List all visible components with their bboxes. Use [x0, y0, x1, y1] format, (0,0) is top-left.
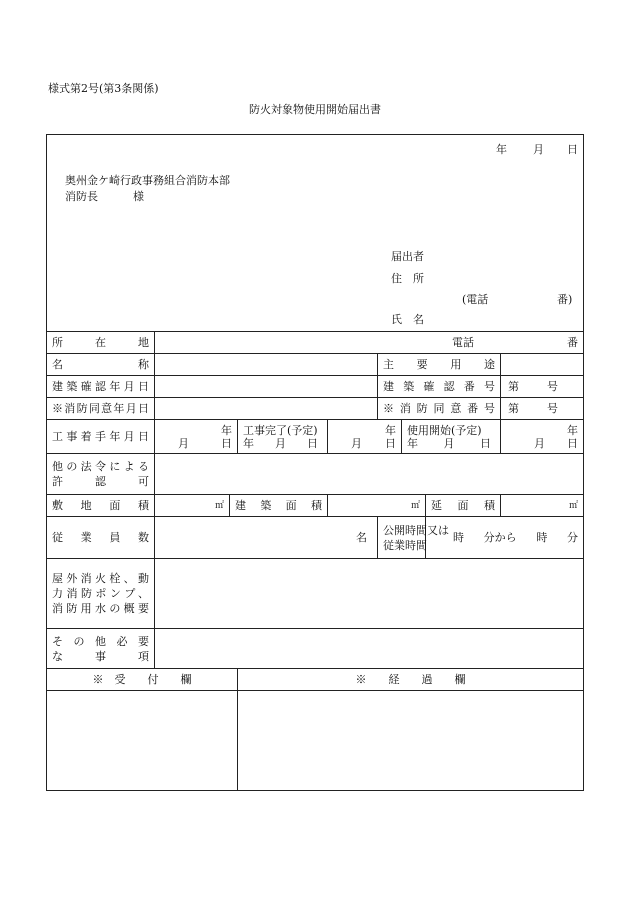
site-area-label: 敷地面積: [47, 495, 155, 517]
construction-complete-month-2: 月: [351, 436, 362, 450]
construction-complete-day-2: 日: [385, 436, 396, 450]
form-code: 様式第2号(第3条関係): [48, 82, 159, 95]
use-start-day-2: 日: [567, 436, 579, 450]
use-start-block: [402, 420, 501, 454]
hydrant-value: [155, 559, 584, 629]
fire-consent-date-label: ※消防同意年月日: [47, 398, 155, 420]
construction-complete-block: [238, 420, 328, 454]
construction-start-year: 年: [221, 423, 232, 437]
use-start-day: 日: [480, 436, 491, 450]
name-value: [155, 354, 378, 376]
construction-complete-year-2: 年: [385, 423, 396, 437]
hours-fun: 分: [567, 531, 579, 544]
location-value: [155, 332, 584, 354]
building-area-label: 建築面積: [230, 495, 328, 517]
construction-complete-date: [328, 420, 402, 454]
building-area-value: [328, 495, 426, 517]
address-block: [47, 135, 584, 332]
use-start-month: 月: [443, 436, 455, 450]
use-start-year-2: 年: [567, 423, 579, 437]
other-matters-label-line2: な事項: [52, 649, 149, 663]
location-phone-ban: 番: [567, 336, 579, 349]
other-matters-value: [155, 629, 584, 669]
construction-complete-day: 日: [307, 436, 318, 450]
hours-fun-kara: 分から: [483, 531, 517, 544]
date-day: 日: [567, 143, 578, 156]
building-confirm-date-label: 建築確認年月日: [47, 376, 155, 398]
other-law-label-line2: 許認可: [52, 475, 149, 488]
location-phone-label: 電話: [452, 336, 474, 349]
progress-box: [238, 691, 584, 791]
fire-consent-date-value: [155, 398, 378, 420]
fire-consent-number-label: ※消防同意番号: [378, 398, 501, 420]
employees-label: 従業員数: [47, 517, 155, 559]
construction-start-date: [155, 420, 238, 454]
floor-area-label: 延面積: [426, 495, 501, 517]
hydrant-label: [47, 559, 155, 629]
building-confirm-dai: 第: [508, 380, 519, 393]
fire-consent-dai: 第: [508, 402, 519, 415]
hydrant-label-line3: 消防用水の概要: [52, 602, 149, 615]
phone-label-open: (電話: [462, 293, 489, 306]
other-matters-label: [47, 629, 155, 669]
recipient-title: 消防長: [65, 190, 98, 203]
address-label: 住 所: [391, 272, 424, 285]
hours-label: [378, 517, 449, 559]
reception-header: ※ 受 付 欄: [47, 669, 238, 691]
hours-label-line2: 従業時間: [383, 538, 427, 552]
recipient-honorific: 様: [133, 190, 144, 203]
hydrant-label-line2: 力消防ポンプ、: [52, 587, 149, 600]
site-area-value: [155, 495, 230, 517]
main-use-label: 主要用途: [378, 354, 501, 376]
name-label: 氏 名: [391, 313, 424, 326]
location-label: 所在地: [47, 332, 155, 354]
main-use-value: [501, 354, 584, 376]
reception-box: [47, 691, 238, 791]
notification-form: [46, 134, 584, 791]
document-title: 防火対象物使用開始届出書: [249, 103, 381, 116]
building-confirm-date-value: [155, 376, 378, 398]
hours-label-line1: 公開時間又は: [383, 523, 449, 537]
construction-start-label: 工事着手年月日: [47, 420, 155, 454]
floor-area-unit: ㎡: [569, 501, 579, 511]
construction-start-month: 月: [178, 436, 189, 450]
phone-label-close: 番): [557, 293, 573, 306]
use-start-year: 年: [407, 436, 418, 450]
date-year: 年: [496, 143, 507, 156]
applicant-label: 届出者: [391, 250, 424, 263]
other-law-value: [155, 454, 584, 495]
other-law-label: [47, 454, 155, 495]
fire-consent-number-value: [501, 398, 584, 420]
hydrant-label-line1: 屋外消火栓、動: [52, 572, 149, 585]
progress-header: ※ 経 過 欄: [238, 669, 584, 691]
hours-value: [426, 517, 584, 559]
employees-unit: 名: [356, 531, 367, 544]
use-start-month-2: 月: [534, 436, 545, 450]
site-area-unit: ㎡: [214, 501, 224, 511]
building-confirm-number-label: 建築確認番号: [378, 376, 501, 398]
other-matters-label-line1: その他必要: [52, 634, 149, 648]
construction-complete-label: 工事完了(予定): [243, 423, 318, 437]
hours-ji: 時: [453, 531, 464, 544]
construction-complete-month: 月: [275, 436, 286, 450]
floor-area-value: [501, 495, 584, 517]
use-start-date: [501, 420, 584, 454]
name-label: 名称: [47, 354, 155, 376]
building-area-unit: ㎡: [410, 501, 420, 511]
construction-start-day: 日: [221, 436, 232, 450]
recipient-org: 奥州金ケ崎行政事務組合消防本部: [65, 174, 230, 187]
use-start-label: 使用開始(予定): [407, 423, 482, 437]
other-law-label-line1: 他の法令による: [52, 460, 149, 473]
fire-consent-go: 号: [547, 402, 559, 415]
construction-complete-year: 年: [243, 436, 254, 450]
hours-ji2: 時: [536, 531, 548, 544]
building-confirm-number-value: [501, 376, 584, 398]
employees-value: [155, 517, 378, 559]
building-confirm-go: 号: [547, 380, 559, 393]
date-month: 月: [533, 143, 544, 156]
